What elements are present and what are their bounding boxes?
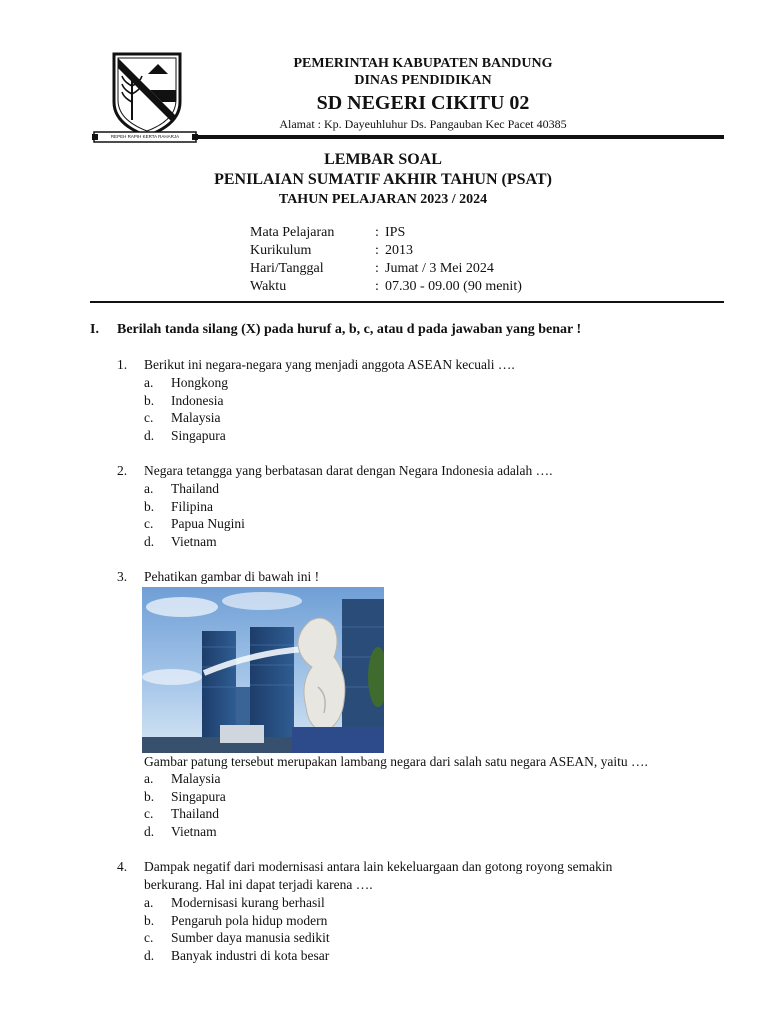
question-text: Pehatikan gambar di bawah ini ! [144,569,320,584]
meta-divider [90,301,724,303]
question-text-continued: berkurang. Hal ini dapat terjadi karena …. [144,877,373,892]
school-logo [92,50,198,146]
header-department: DINAS PENDIDIKAN [354,73,492,88]
doc-subtitle: PENILAIAN SUMATIF AKHIR TAHUN (PSAT) [214,171,552,188]
question-number: 3. [117,569,128,584]
question-number: 1. [117,357,128,372]
question-text: Dampak negatif dari modernisasi antara lain kekeluargaan dan gotong royong semakin [144,859,613,874]
question-number: 4. [117,859,128,874]
doc-year: TAHUN PELAJARAN 2023 / 2024 [278,192,488,207]
question-text: Negara tetangga yang berbatasan darat dengan Negara Indonesia adalah …. [144,463,553,478]
header-divider [196,135,724,139]
merlion-photo [142,587,384,753]
header-school-name: SD NEGERI CIKITU 02 [316,92,530,114]
section-instruction: Berilah tanda silang (X) pada huruf a, b, c, atau d pada jawaban yang benar ! [117,322,582,337]
question-text-continued: Gambar patung tersebut merupakan lambang negara dari salah satu negara ASEAN, yaitu …. [144,754,648,769]
question-text: Berikut ini negara-negara yang menjadi anggota ASEAN kecuali …. [144,357,515,372]
section-number: I. [90,322,99,337]
header-government: PEMERINTAH KABUPATEN BANDUNG [293,56,553,71]
logo-motto: REPEH RAPIH KERTA RAHARJA [110,134,180,139]
question-number: 2. [117,463,128,478]
header-address: Alamat : Kp. Dayeuhluhur Ds. Pangauban Kec Pacet 40385 [279,117,567,131]
doc-title: LEMBAR SOAL [324,151,442,168]
